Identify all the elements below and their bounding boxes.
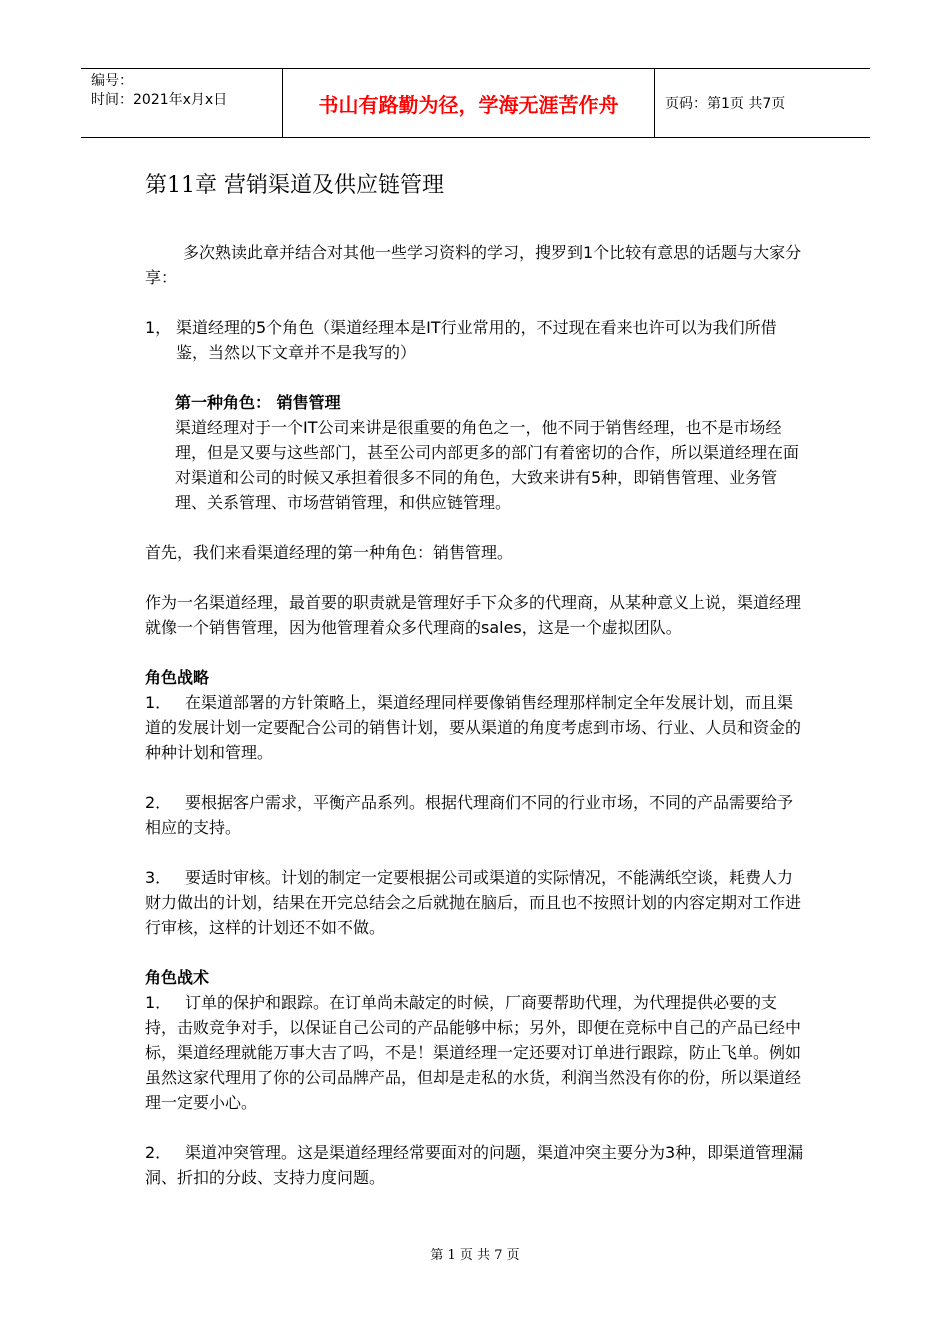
strategy-item-number: 1． xyxy=(145,693,172,712)
strategy-item-text: 要根据客户需求，平衡产品系列。根据代理商们不同的行业市场，不同的产品需要给予相应的支持。 xyxy=(145,793,794,837)
strategy-item-number: 3． xyxy=(145,868,172,887)
header-motto: 书山有路勤为径，学海无涯苦作舟 xyxy=(318,92,619,117)
strategy-item-text: 在渠道部署的方针策略上，渠道经理同样要像销售经理那样制定全年发展计划，而且渠道的发展计划一定要配合公司的销售计划，要从渠道的角度考虑到市场、行业、人员和资金的种种计划和管理。 xyxy=(145,693,802,762)
header-page-number: 页码：第1页 共7页 xyxy=(665,96,786,112)
list-item-text: 渠道经理的5个角色（渠道经理本是IT行业常用的，不过现在看来也许可以为我们所借鉴，当然以下文章并不是我写的） xyxy=(176,318,777,362)
paragraph-second: 作为一名渠道经理，最首要的职责就是管理好手下众多的代理商，从某种意义上说，渠道经理就像一个销售管理，因为他管理着众多代理商的sales，这是一个虚拟团队。 xyxy=(145,593,802,637)
header-meta-cell xyxy=(81,69,283,137)
page-header xyxy=(81,68,870,138)
role-one-title: 第一种角色： 销售管理 xyxy=(175,393,341,412)
chapter-title: 第11章 营销渠道及供应链管理 xyxy=(145,173,444,198)
paragraph-first: 首先，我们来看渠道经理的第一种角色：销售管理。 xyxy=(145,543,514,562)
page-footer: 第 1 页 共 7 页 xyxy=(430,1248,520,1263)
tactics-item-number: 2． xyxy=(145,1143,172,1162)
strategy-item xyxy=(145,865,805,940)
section-title-strategy: 角色战略 xyxy=(145,668,210,687)
list-item-roles xyxy=(145,315,805,365)
list-item-number: 1， xyxy=(145,318,172,337)
header-date: 时间：2021年x月x日 xyxy=(91,92,228,108)
strategy-item xyxy=(145,690,805,765)
strategy-item-text: 要适时审核。计划的制定一定要根据公司或渠道的实际情况，不能满纸空谈，耗费人力财力做出的计划，结果在开完总结会之后就抛在脑后，而且也不按照计划的内容定期对工作进行审核，这样的计划还不如不做。 xyxy=(145,868,802,937)
document-body xyxy=(145,170,805,1215)
tactics-item xyxy=(145,1140,805,1190)
tactics-item-text: 渠道冲突管理。这是渠道经理经常要面对的问题，渠道冲突主要分为3种，即渠道管理漏洞、折扣的分歧、支持力度问题。 xyxy=(145,1143,804,1187)
header-motto-cell xyxy=(283,69,655,137)
header-number: 编号： xyxy=(91,73,133,89)
role-one-block xyxy=(145,390,805,515)
header-page-cell xyxy=(655,69,870,137)
strategy-item xyxy=(145,790,805,840)
intro-paragraph: 多次熟读此章并结合对其他一些学习资料的学习，搜罗到1个比较有意思的话题与大家分享： xyxy=(145,243,802,287)
tactics-item xyxy=(145,990,805,1115)
role-one-text: 渠道经理对于一个IT公司来讲是很重要的角色之一，他不同于销售经理，也不是市场经理，但是又要与这些部门，甚至公司内部更多的部门有着密切的合作，所以渠道经理在面对渠道和公司的时候又承担着很多不同的角色，大致来讲有5种，即销售管理、业务管理、关系管理、市场营销管理，和供应链管理。 xyxy=(175,418,800,512)
tactics-item-text: 订单的保护和跟踪。在订单尚未敲定的时候，厂商要帮助代理，为代理提供必要的支持，击败竞争对手，以保证自己公司的产品能够中标；另外，即便在竞标中自己的产品已经中标，渠道经理就能万事大吉了吗，不是！渠道经理一定还要对订单进行跟踪，防止飞单。例如虽然这家代理用了你的公司品牌产品，但却是走私的水货，利润当然没有你的份，所以渠道经理一定要小心。 xyxy=(145,993,802,1112)
section-title-tactics: 角色战术 xyxy=(145,968,210,987)
tactics-item-number: 1． xyxy=(145,993,172,1012)
strategy-item-number: 2． xyxy=(145,793,172,812)
